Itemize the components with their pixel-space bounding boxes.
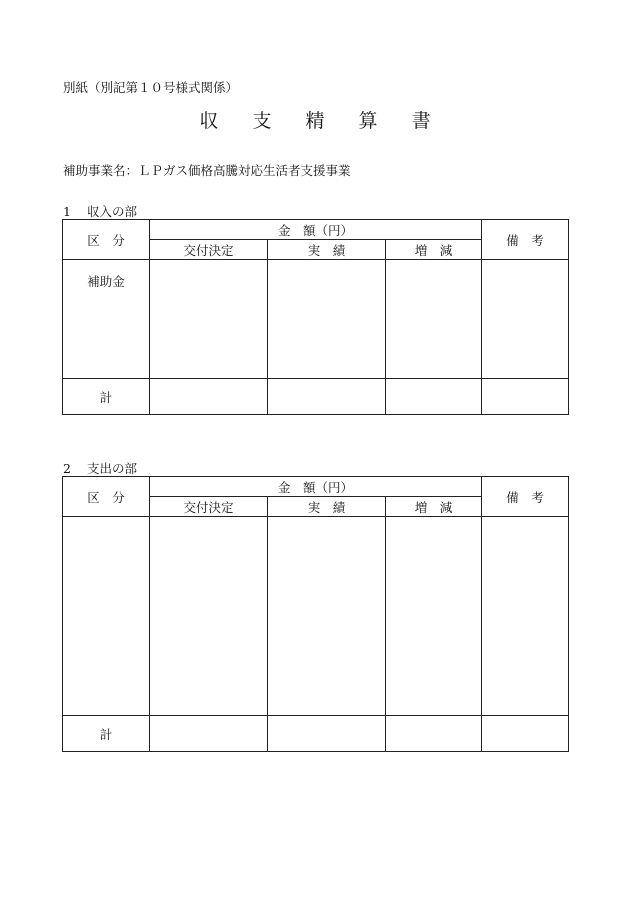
expense-body-category[interactable] <box>63 517 150 716</box>
expense-header-decision: 交付決定 <box>150 497 268 517</box>
expense-body-remarks-cell[interactable] <box>482 517 569 716</box>
income-total-remarks-cell[interactable] <box>482 379 569 415</box>
income-total-actual-cell[interactable] <box>268 379 386 415</box>
project-name: 補助事業名：ＬＰガス価格高騰対応生活者支援事業 <box>63 163 351 178</box>
income-body-decision-cell[interactable] <box>150 260 268 379</box>
income-body-change-cell[interactable] <box>386 260 482 379</box>
document-title-text: 収 支 精 算 書 <box>199 110 445 132</box>
expense-total-decision-cell[interactable] <box>150 716 268 752</box>
expense-total-row <box>63 716 569 752</box>
section-expense-number: 2 <box>63 461 71 476</box>
income-body-remarks-cell[interactable] <box>482 260 569 379</box>
expense-header-amount: 金 額（円） <box>150 477 482 497</box>
income-header-amount: 金 額（円） <box>150 220 482 240</box>
expense-total-remarks-cell[interactable] <box>482 716 569 752</box>
expense-body-change-cell[interactable] <box>386 517 482 716</box>
annex-label: 別紙（別記第１０号様式関係） <box>63 80 239 95</box>
expense-body-row <box>63 517 569 716</box>
section-income-title: 収入の部 <box>87 204 138 219</box>
expense-body-actual-cell[interactable] <box>268 517 386 716</box>
income-header-category: 区 分 <box>63 220 150 260</box>
section-income-number: 1 <box>63 204 71 219</box>
section-expense-heading <box>63 459 137 477</box>
income-total-decision-cell[interactable] <box>150 379 268 415</box>
expense-header-change: 増 減 <box>386 497 482 517</box>
expense-header-actual: 実 績 <box>268 497 386 517</box>
income-header-change: 増 減 <box>386 240 482 260</box>
document-title <box>0 106 630 133</box>
income-total-row <box>63 379 569 415</box>
income-body-category: 補助金 <box>63 260 150 379</box>
income-total-label: 計 <box>63 379 150 415</box>
expense-total-change-cell[interactable] <box>386 716 482 752</box>
expense-body-decision-cell[interactable] <box>150 517 268 716</box>
expense-header-remarks: 備 考 <box>482 477 569 517</box>
expense-total-label: 計 <box>63 716 150 752</box>
income-header-remarks: 備 考 <box>482 220 569 260</box>
income-body-actual-cell[interactable] <box>268 260 386 379</box>
expense-table <box>62 476 569 752</box>
income-body-row <box>63 260 569 379</box>
income-total-change-cell[interactable] <box>386 379 482 415</box>
section-expense-title: 支出の部 <box>87 461 138 476</box>
income-header-decision: 交付決定 <box>150 240 268 260</box>
income-header-actual: 実 績 <box>268 240 386 260</box>
section-income-heading <box>63 202 137 220</box>
expense-total-actual-cell[interactable] <box>268 716 386 752</box>
income-table <box>62 219 569 415</box>
expense-header-category: 区 分 <box>63 477 150 517</box>
